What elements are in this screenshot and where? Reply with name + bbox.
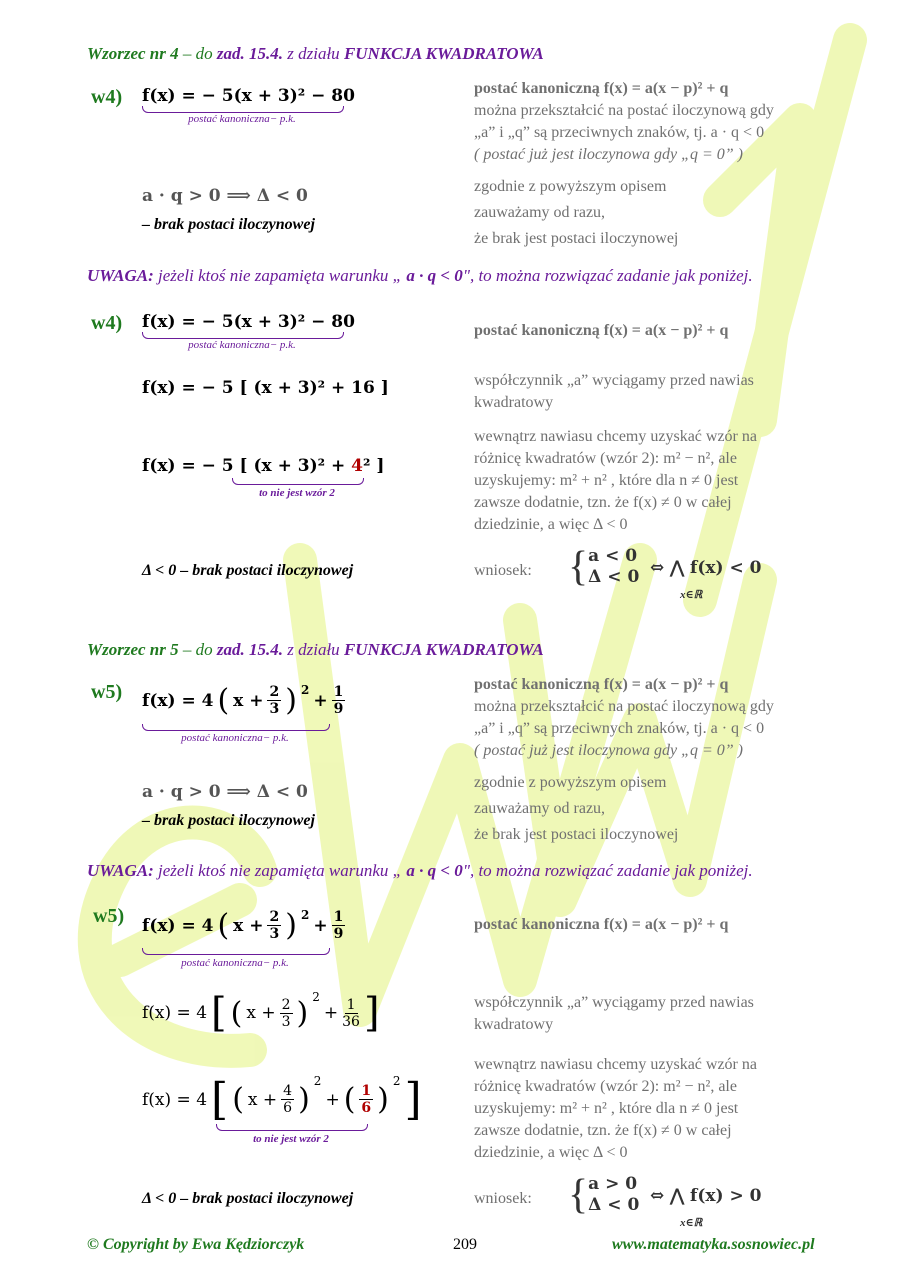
canonical-equation: f(x) = 4 ( x + $\frac{2}{3}$ ) 2 + $\frac{1}{9}$ [142,683,344,718]
step-2-description: wewnątrz nawiasu chcemy uzyskać wzór na różnicę kwadratów (wzór 2): m² − n², ale uzyskujemy: m² + n² , które dla n ≠ 0 jest zawsze dodatnie, tzn. że f(x) ≠ 0 w całej dziedzinie, a więc Δ < 0 [474,428,757,533]
conclusion-result: ⇔ ⋀ f(x) < 0 [650,558,762,578]
domain-subscript: x∈ℝ [680,589,703,601]
canonical-form: postać kanoniczną f(x) = a(x − p)² + q [474,322,729,339]
conclusion-label: wniosek: [474,1190,532,1207]
left-inequality: a · q > 0 ⟹ Δ < 0 [142,782,308,802]
final-conclusion: Δ < 0 – brak postaci iloczynowej [142,1190,354,1207]
canonical-sublabel: postać kanoniczna− p.k. [188,339,296,351]
canonical-form: postać kanoniczna f(x) = a(x − p)² + q [474,916,729,933]
pattern-tag: w5) [91,681,123,703]
canonical-description: postać kanoniczną f(x) = a(x − p)² + q można przekształcić na postać iloczynową gdy „a” i „q” są przeciwnych znaków, tj. a · q < 0 ( postać już jest iloczynowa gdy „q = 0” ) [474,80,774,163]
pattern-tag: w4) [91,312,123,334]
uwaga-note: UWAGA: jeżeli ktoś nie zapamięta warunku „ a · q < 0", to można rozwiązać zadanie jak poniżej. [87,861,753,880]
underbrace [232,478,364,485]
underbrace [142,724,330,731]
pattern-header-5: Wzorzec nr 5 – do zad. 15.4. z działu FUNKCJA KWADRATOWA [87,640,544,659]
canonical-sublabel: postać kanoniczna− p.k. [181,732,289,744]
step-1-description: współczynnik „a” wyciągamy przed nawias kwadratowy [474,372,754,411]
canonical-description: postać kanoniczną f(x) = a(x − p)² + q można przekształcić na postać iloczynową gdy „a” i „q” są przeciwnych znaków, tj. a · q < 0 ( postać już jest iloczynowa gdy „q = 0” ) [474,676,774,759]
canonical-sublabel: postać kanoniczna− p.k. [181,957,289,969]
conclusion-system: { a < 0 Δ < 0 [568,544,640,590]
website-link[interactable]: www.matematyka.sosnowiec.pl [612,1236,815,1253]
underbrace [142,106,344,113]
observation-note: zgodnie z powyższym opisem zauważamy od razu, że brak jest postaci iloczynowej [474,178,679,247]
conclusion-system: { a > 0 Δ < 0 [568,1172,640,1218]
pattern-header-4: Wzorzec nr 4 – do zad. 15.4. z działu FUNKCJA KWADRATOWA [87,44,544,63]
left-inequality: a · q > 0 ⟹ Δ < 0 [142,186,308,206]
conclusion-label: wniosek: [474,562,532,579]
step-1-equation: f(x) = − 5 [ (x + 3)² + 16 ] [142,378,389,398]
canonical-equation: f(x) = − 5(x + 3)² − 80 [142,312,355,332]
domain-subscript: x∈ℝ [680,1217,703,1229]
not-formula-2-label: to nie jest wzór 2 [259,487,335,499]
conclusion-result: ⇔ ⋀ f(x) > 0 [650,1186,762,1206]
step-1-equation: f(x) = 4 [ ( x + $\frac{2}{3}$ ) 2 + $\frac{1}{36}$ ] [142,990,380,1036]
step-2-description: wewnątrz nawiasu chcemy uzyskać wzór na różnicę kwadratów (wzór 2): m² − n², ale uzyskujemy: m² + n² , które dla n ≠ 0 jest zawsze dodatnie, tzn. że f(x) ≠ 0 w całej dziedzinie, a więc Δ < 0 [474,1056,757,1161]
not-formula-2-label: to nie jest wzór 2 [253,1133,329,1145]
underbrace [142,948,330,955]
no-factored-form-note: – brak postaci iloczynowej [142,812,315,829]
step-2-equation: f(x) = − 5 [ (x + 3)² + 4² ] [142,456,385,476]
final-conclusion: Δ < 0 – brak postaci iloczynowej [142,562,354,579]
underbrace [142,332,344,339]
page-number: 209 [453,1236,477,1253]
underbrace [216,1124,368,1131]
step-2-equation: f(x) = 4 [ ( x + $\frac{4}{6}$ ) 2 + ( $\frac{1}{6}$ ) 2 ] [142,1074,422,1125]
uwaga-note: UWAGA: jeżeli ktoś nie zapamięta warunku „ a · q < 0", to można rozwiązać zadanie jak poniżej. [87,266,753,285]
observation-note: zgodnie z powyższym opisem zauważamy od razu, że brak jest postaci iloczynowej [474,774,679,843]
canonical-equation: f(x) = − 5(x + 3)² − 80 [142,86,355,106]
pattern-tag: w4) [91,86,123,108]
copyright: © Copyright by Ewa Kędziorczyk [87,1236,305,1253]
pattern-tag: w5) [93,905,125,927]
canonical-equation: f(x) = 4 ( x + $\frac{2}{3}$ ) 2 + $\frac{1}{9}$ [142,908,344,943]
canonical-sublabel: postać kanoniczna− p.k. [188,113,296,125]
step-1-description: współczynnik „a” wyciągamy przed nawias kwadratowy [474,994,754,1033]
no-factored-form-note: – brak postaci iloczynowej [142,216,315,233]
